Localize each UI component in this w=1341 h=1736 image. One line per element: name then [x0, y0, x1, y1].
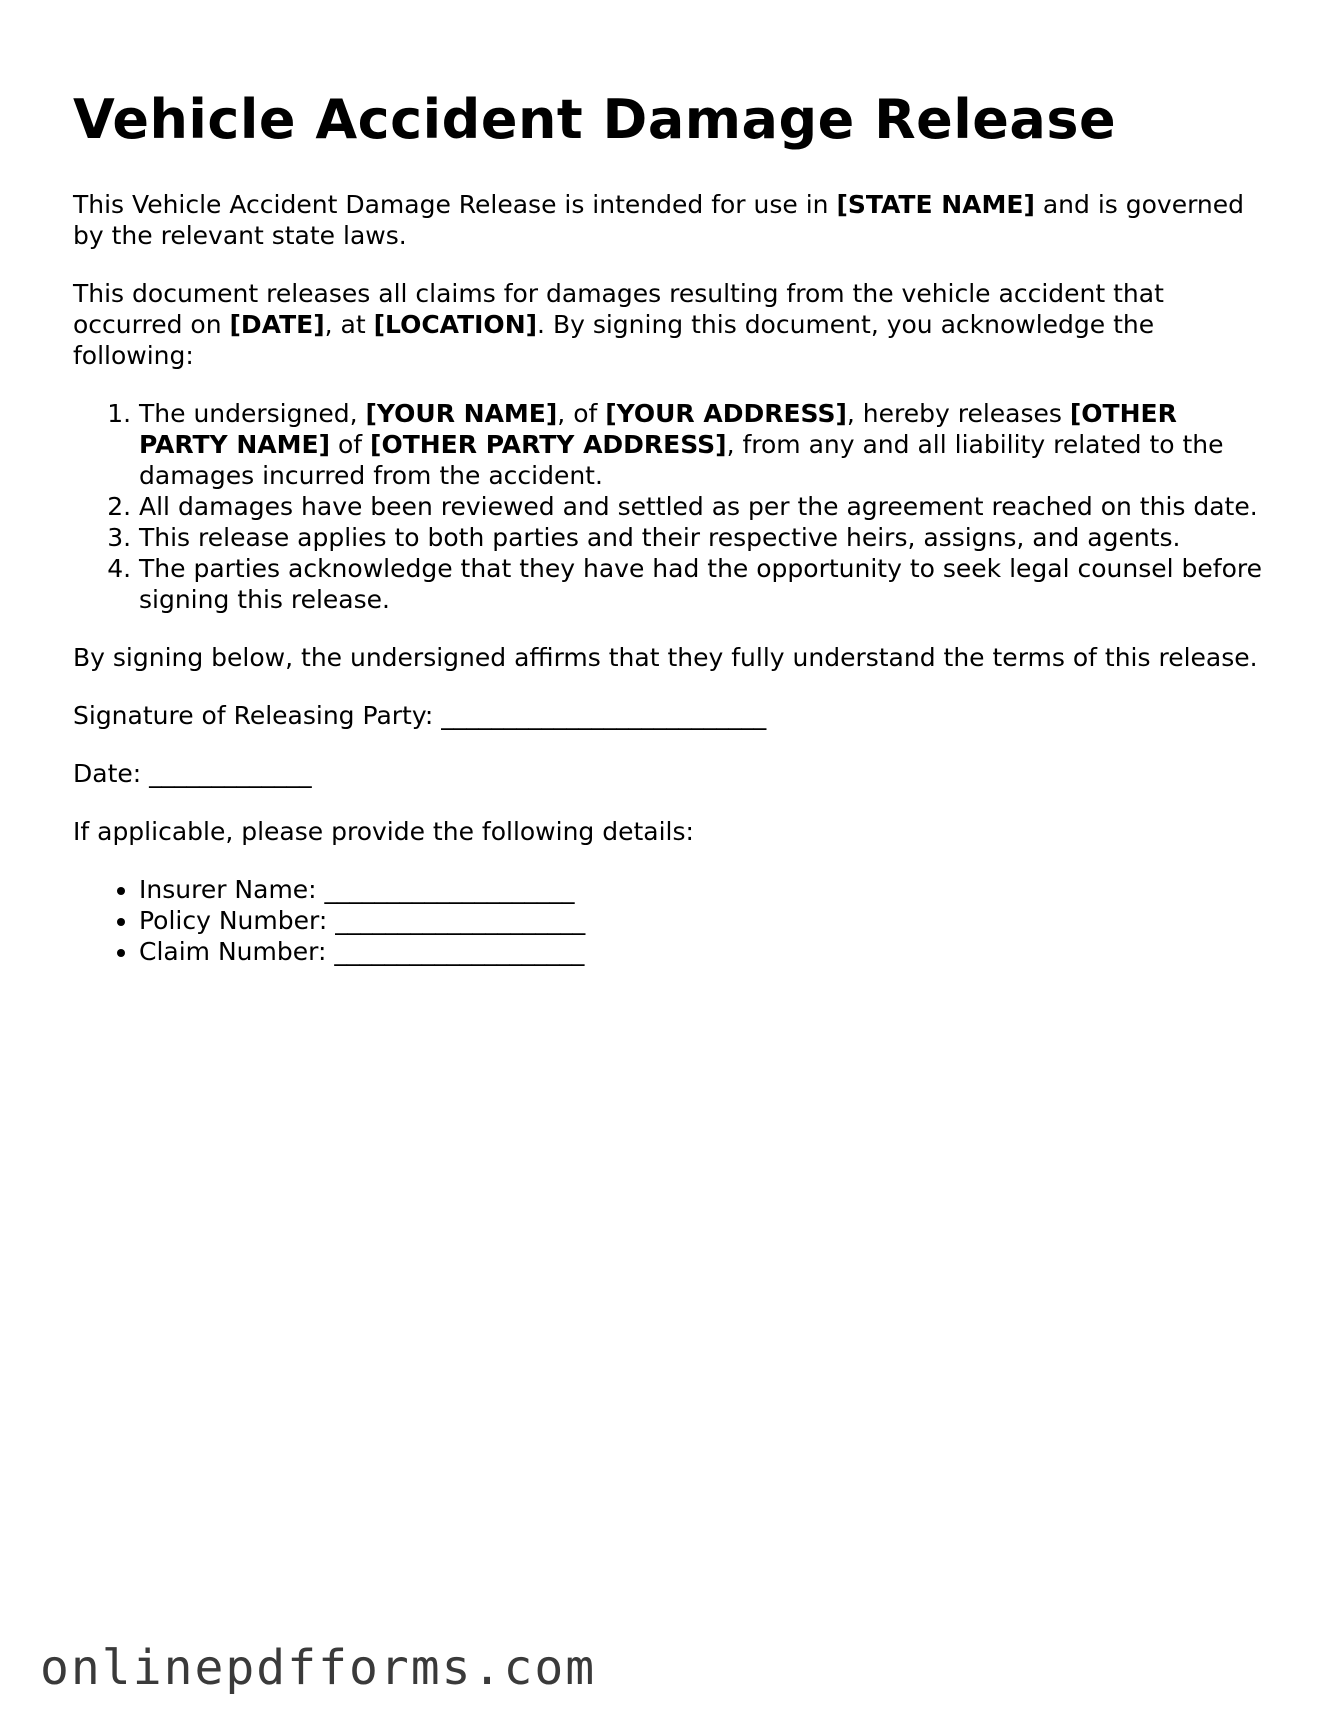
location-placeholder: [LOCATION]	[373, 309, 538, 339]
your-name-placeholder: [YOUR NAME]	[365, 398, 558, 428]
your-address-placeholder: [YOUR ADDRESS]	[605, 398, 847, 428]
release-text-before: This document releases all claims for damages resulting from the vehicle accident that occurred on	[73, 278, 1164, 339]
date-field[interactable]: Date: _____________	[73, 758, 312, 788]
intro-paragraph	[73, 189, 1263, 251]
term1-text-5: , from any and all liability related to the damages incurred from the accident.	[139, 429, 1224, 490]
document-title: Vehicle Accident Damage Release	[73, 88, 1117, 151]
term1-text-2: , of	[557, 398, 606, 428]
document-page	[73, 88, 1263, 994]
term1-text-1: The undersigned,	[139, 398, 366, 428]
details-list	[73, 874, 1263, 967]
signature-field[interactable]: Signature of Releasing Party: __________________________	[73, 700, 767, 730]
state-name-placeholder: [STATE NAME]	[836, 189, 1035, 219]
insurer-name-field[interactable]: • Insurer Name: ____________________	[139, 874, 1263, 905]
term-item-2: 2. All damages have been reviewed and settled as per the agreement reached on this date.	[139, 491, 1263, 522]
release-paragraph	[73, 278, 1263, 371]
intro-text-before: This Vehicle Accident Damage Release is intended for use in	[73, 189, 837, 219]
claim-number-field[interactable]: • Claim Number: ____________________	[139, 936, 1263, 967]
term-item-3: 3. This release applies to both parties and their respective heirs, assigns, and agents.	[139, 522, 1263, 553]
affirmation-paragraph: By signing below, the undersigned affirms that they fully understand the terms of this release.	[73, 642, 1258, 672]
term1-text-4: of	[330, 429, 371, 459]
other-party-address-placeholder: [OTHER PARTY ADDRESS]	[370, 429, 727, 459]
term1-text-3: , hereby releases	[846, 398, 1070, 428]
term-item-4: 4. The parties acknowledge that they have had the opportunity to seek legal counsel before signing this release.	[139, 553, 1263, 615]
other-party-name-placeholder: [OTHER PARTY NAME]	[139, 398, 1177, 459]
term-item-1	[139, 398, 1263, 491]
watermark-text: onlinepdfforms.com	[40, 1640, 597, 1696]
intro-text-after: and is governed by the relevant state laws.	[73, 189, 1245, 250]
release-text-mid: , at	[324, 309, 374, 339]
date-placeholder: [DATE]	[229, 309, 325, 339]
release-text-after: . By signing this document, you acknowledge the following:	[73, 309, 1155, 370]
policy-number-field[interactable]: • Policy Number: ____________________	[139, 905, 1263, 936]
terms-list	[73, 398, 1263, 615]
details-intro: If applicable, please provide the following details:	[73, 816, 694, 846]
